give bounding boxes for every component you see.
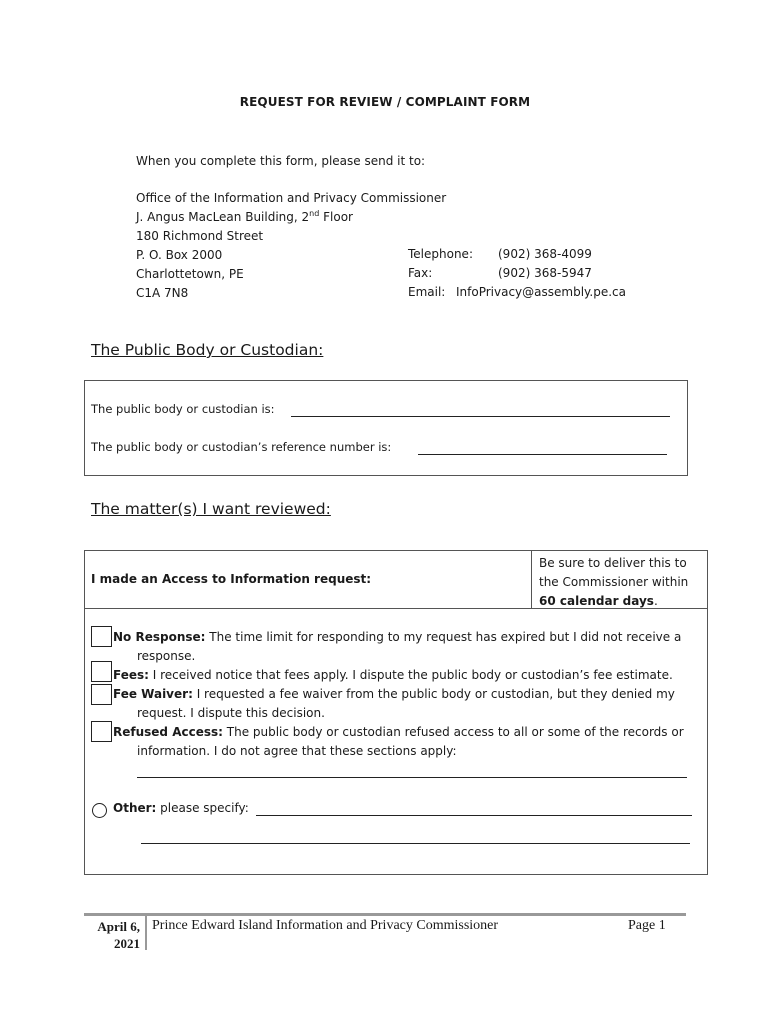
- sections-field[interactable]: [137, 777, 687, 778]
- email-link[interactable]: InfoPrivacy@assembly.pe.ca: [456, 285, 627, 299]
- no-response-text: No Response: The time limit for responding to my request has expired but I did not receive a: [113, 630, 682, 644]
- form-title: REQUEST FOR REVIEW / COMPLAINT FORM: [239, 95, 531, 109]
- address-line-1: Office of the Information and Privacy Commissioner: [136, 191, 447, 205]
- fees-checkbox[interactable]: [91, 661, 112, 682]
- footer-divider: [145, 916, 147, 950]
- address-line-4: P. O. Box 2000: [136, 248, 223, 262]
- fees-text: Fees: I received notice that fees apply. I dispute the public body or custodian’s fee estimate.: [113, 668, 673, 682]
- footer-organization: Prince Edward Island Information and Privacy Commissioner: [152, 918, 499, 933]
- matters-box: [84, 550, 708, 875]
- fee-waiver-text: Fee Waiver: I requested a fee waiver from the public body or custodian, but they denied my: [113, 687, 675, 701]
- matters-header: [85, 551, 707, 609]
- address-line-6: C1A 7N8: [136, 286, 189, 300]
- public-body-label: The public body or custodian is:: [91, 402, 275, 416]
- intro-text: When you complete this form, please send it to:: [136, 154, 426, 168]
- address-line-2: J. Angus MacLean Building, 2nd Floor: [136, 209, 353, 224]
- public-body-field[interactable]: [291, 416, 670, 417]
- address-block: [136, 189, 446, 303]
- other-text: Other: please specify:: [113, 801, 249, 815]
- public-body-box: [84, 380, 688, 476]
- access-request-label: I made an Access to Information request:: [91, 572, 372, 586]
- email-row: Email: InfoPrivacy@assembly.pe.ca: [408, 285, 627, 299]
- reference-number-label: The public body or custodian’s reference number is:: [91, 440, 392, 454]
- other-radio[interactable]: [92, 803, 107, 818]
- refused-access-text-cont: information. I do not agree that these sections apply:: [137, 744, 457, 758]
- footer-date: April 6, 2021: [97, 919, 140, 951]
- deadline-note: Be sure to deliver this to the Commissioner within 60 calendar days.: [539, 556, 689, 608]
- mailing-address: [136, 152, 425, 171]
- other-specify-field-2[interactable]: [141, 843, 690, 844]
- fax-row: Fax: (902) 368-5947: [408, 266, 592, 280]
- matters-heading: The matter(s) I want reviewed:: [91, 500, 331, 518]
- fee-waiver-checkbox[interactable]: [91, 684, 112, 705]
- refused-access-text: Refused Access: The public body or custodian refused access to all or some of the records or: [113, 725, 684, 739]
- refused-access-checkbox[interactable]: [91, 721, 112, 742]
- footer-rule: [84, 913, 686, 916]
- reference-number-field[interactable]: [418, 454, 667, 455]
- contact-block: [408, 245, 626, 302]
- page-number: Page 1: [628, 918, 666, 933]
- address-line-5: Charlottetown, PE: [136, 267, 244, 281]
- other-specify-field[interactable]: [256, 815, 692, 816]
- no-response-checkbox[interactable]: [91, 626, 112, 647]
- public-body-heading: The Public Body or Custodian:: [91, 341, 324, 359]
- address-line-3: 180 Richmond Street: [136, 229, 264, 243]
- no-response-text-cont: response.: [137, 649, 196, 663]
- fee-waiver-text-cont: request. I dispute this decision.: [137, 706, 325, 720]
- telephone-row: Telephone: (902) 368-4099: [408, 247, 592, 261]
